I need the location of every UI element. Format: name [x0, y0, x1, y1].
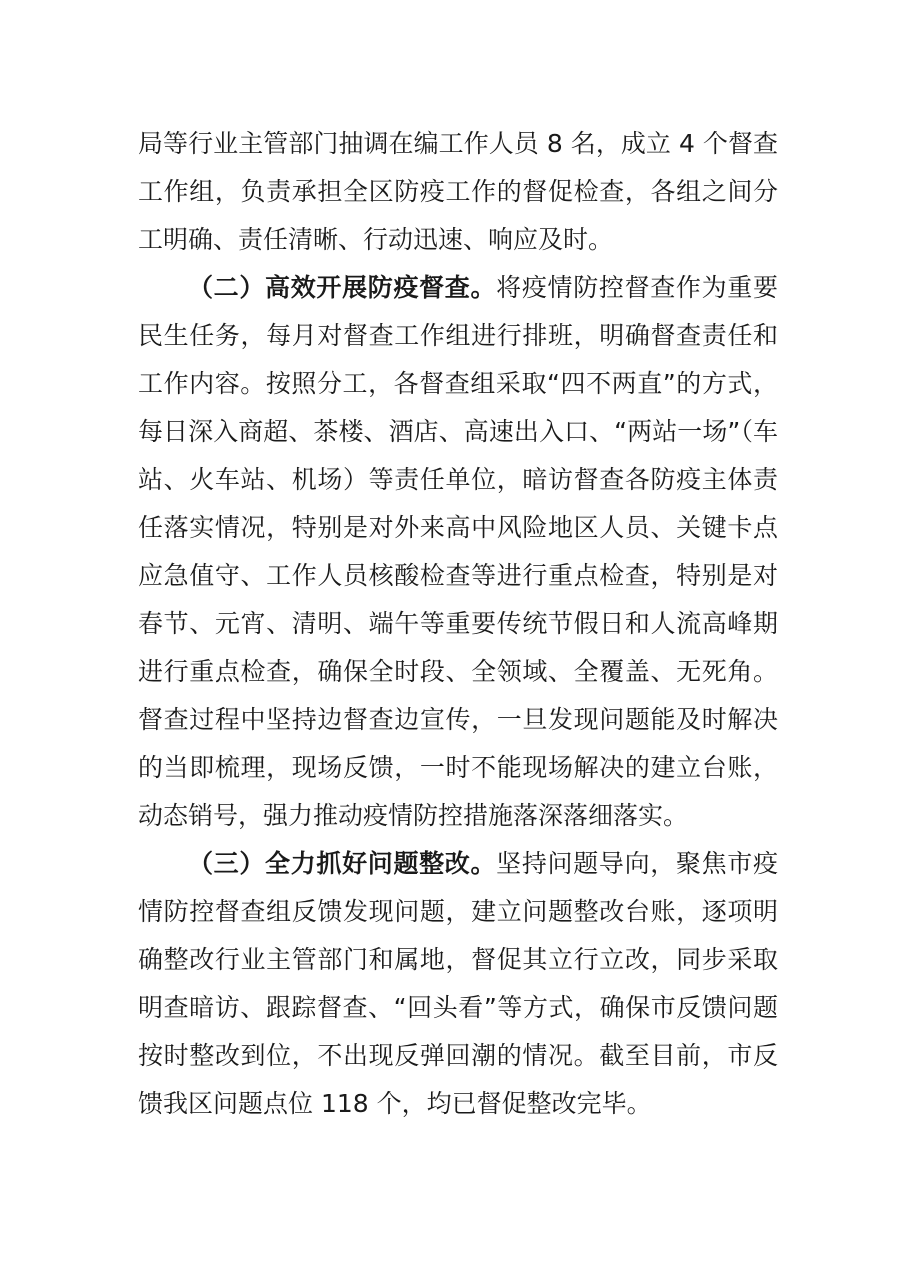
paragraph-section-2 [138, 264, 778, 840]
section-3-heading: （三）全力抓好问题整改。 [188, 849, 497, 878]
paragraph-section-3 [138, 840, 778, 1128]
section-2-body: 将疫情防控督查作为重要民生任务，每月对督查工作组进行排班，明确督查责任和工作内容。按照分工，各督查组采取“四不两直”的方式，每日深入商超、茶楼、酒店、高速出入口、“两站一场”（车站、火车站、机场）等责任单位，暗访督查各防疫主体责任落实情况，特别是对外来高中风险地区人员、关键卡点应急值守、工作人员核酸检查等进行重点检查，特别是对春节、元宵、清明、端午等重要传统节假日和人流高峰期进行重点检查，确保全时段、全领域、全覆盖、无死角。督查过程中坚持边督查边宣传，一旦发现问题能及时解决的当即梳理，现场反馈，一时不能现场解决的建立台账，动态销号，强力推动疫情防控措施落深落细落实。 [138, 273, 778, 830]
paragraph-1: 局等行业主管部门抽调在编工作人员 8 名，成立 4 个督查工作组，负责承担全区防疫工作的督促检查，各组之间分工明确、责任清晰、行动迅速、响应及时。 [138, 129, 778, 254]
document-body [138, 120, 778, 1128]
section-3-body: 坚持问题导向，聚焦市疫情防控督查组反馈发现问题，建立问题整改台账，逐项明确整改行业主管部门和属地，督促其立行立改，同步采取明查暗访、跟踪督查、“回头看”等方式，确保市反馈问题按时整改到位，不出现反弹回潮的情况。截至目前，市反馈我区问题点位 118 个，均已督促整改完毕。 [138, 849, 778, 1118]
section-2-heading: （二）高效开展防疫督查。 [188, 273, 497, 302]
